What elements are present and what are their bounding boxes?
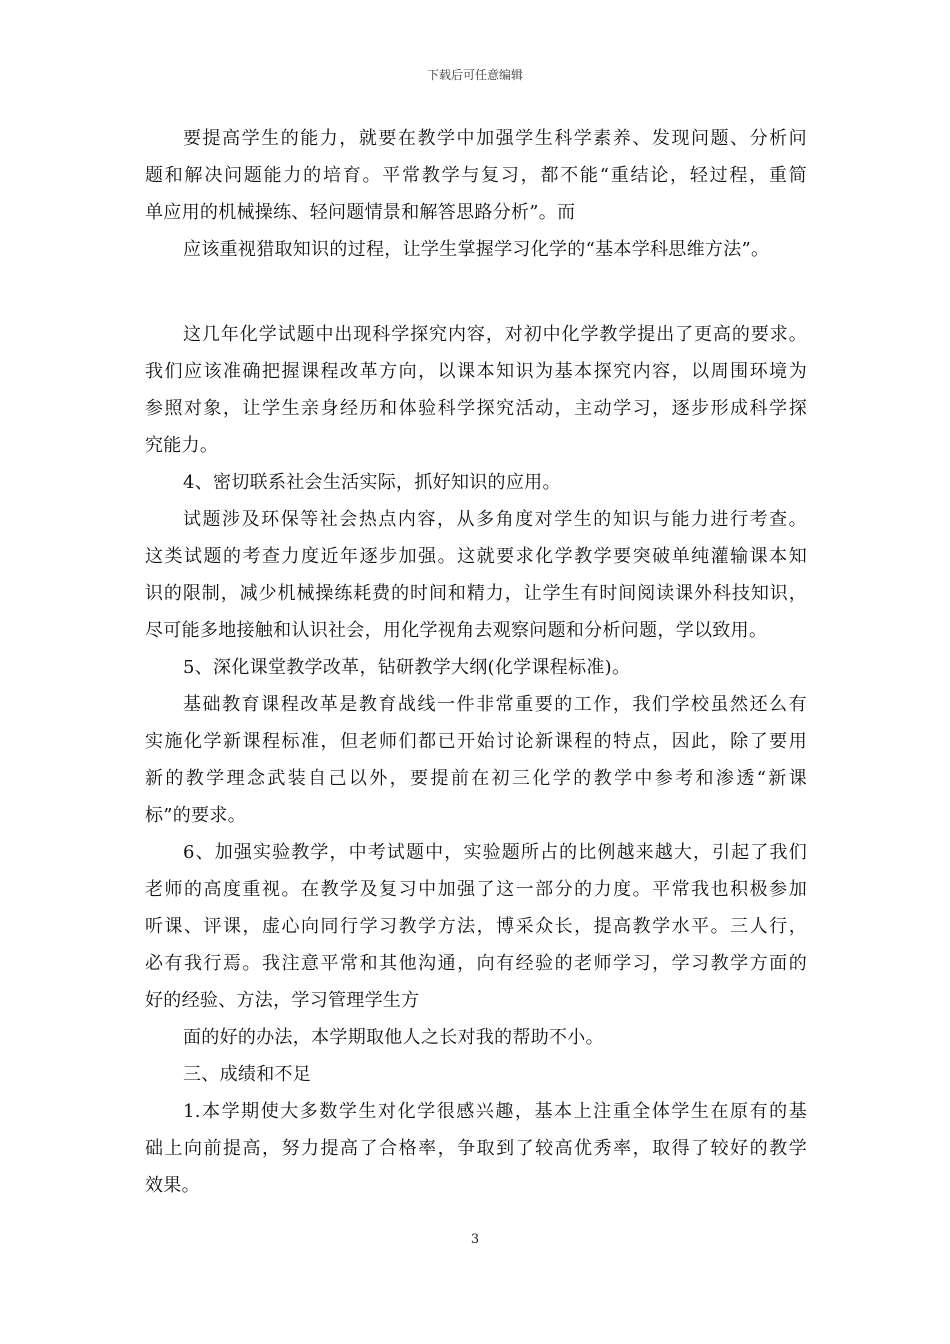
text-line: 听课、评课，虚心向同行学习教学方法，博采众长，提高教学水平。三人行， (145, 916, 807, 937)
text-line: 新的教学理念武装自己以外，要提前在初三化学的教学中参考和渗透“新课 (145, 768, 807, 789)
document-body (145, 120, 807, 1204)
text-line: 要提高学生的能力，就要在教学中加强学生科学素养、发现问题、分析问 (183, 128, 807, 149)
paragraph-gap (145, 268, 807, 316)
text-line: 必有我行焉。我注意平常和其他沟通，向有经验的老师学习，学习教学方面的 (145, 953, 807, 974)
text-line: 实施化学新课程标准，但老师们都已开始讨论新课程的特点，因此，除了要用 (145, 731, 807, 752)
text-line: 应该重视猎取知识的过程，让学生掌握学习化学的“基本学科思维方法”。 (183, 239, 770, 260)
text-line: 尽可能多地接触和认识社会，用化学视角去观察问题和分析问题，学以致用。 (145, 620, 768, 641)
text-line: 6、加强实验教学，中考试题中，实验题所占的比例越来越大，引起了我们 (183, 842, 807, 863)
section-heading: 5、深化课堂教学改革，钻研教学大纲(化学课程标准)。 (183, 657, 631, 678)
text-line: 效果。 (145, 1175, 200, 1196)
text-line: 老师的高度重视。在教学及复习中加强了这一部分的力度。平常我也积极参加 (145, 879, 807, 900)
text-line: 题和解决问题能力的培育。平常教学与复习，都不能“重结论，轻过程，重简 (145, 165, 807, 186)
page-number: 3 (470, 1232, 480, 1247)
text-line: 这类试题的考查力度近年逐步加强。这就要求化学教学要突破单纯灌输课本知 (145, 546, 807, 567)
section-heading: 三、成绩和不足 (183, 1064, 312, 1085)
text-line: 单应用的机械操练、轻问题情景和解答思路分析”。而 (145, 202, 576, 223)
page-header: 下载后可任意编辑 (426, 68, 523, 82)
text-line: 标”的要求。 (145, 805, 247, 826)
text-line: 识的限制，减少机械操练耗费的时间和精力，让学生有时间阅读课外科技知识， (145, 583, 807, 604)
text-line: 这几年化学试题中出现科学探究内容，对初中化学教学提出了更高的要求。 (183, 324, 807, 345)
text-line: 究能力。 (145, 435, 219, 456)
section-heading: 4、密切联系社会生活实际，抓好知识的应用。 (183, 472, 561, 493)
text-line: 1.本学期使大多数学生对化学很感兴趣，基本上注重全体学生在原有的基 (183, 1101, 807, 1122)
text-line: 试题涉及环保等社会热点内容，从多角度对学生的知识与能力进行考查。 (183, 509, 807, 530)
text-line: 础上向前提高，努力提高了合格率，争取到了较高优秀率，取得了较好的教学 (145, 1138, 807, 1159)
text-line: 基础教育课程改革是教育战线一件非常重要的工作，我们学校虽然还么有 (183, 694, 807, 715)
text-line: 好的经验、方法，学习管理学生方 (145, 990, 420, 1011)
text-line: 面的好的办法，本学期取他人之长对我的帮助不小。 (183, 1027, 604, 1048)
text-line: 我们应该准确把握课程改革方向，以课本知识为基本探究内容，以周围环境为 (145, 361, 807, 382)
text-line: 参照对象，让学生亲身经历和体验科学探究活动，主动学习，逐步形成科学探 (145, 398, 807, 419)
